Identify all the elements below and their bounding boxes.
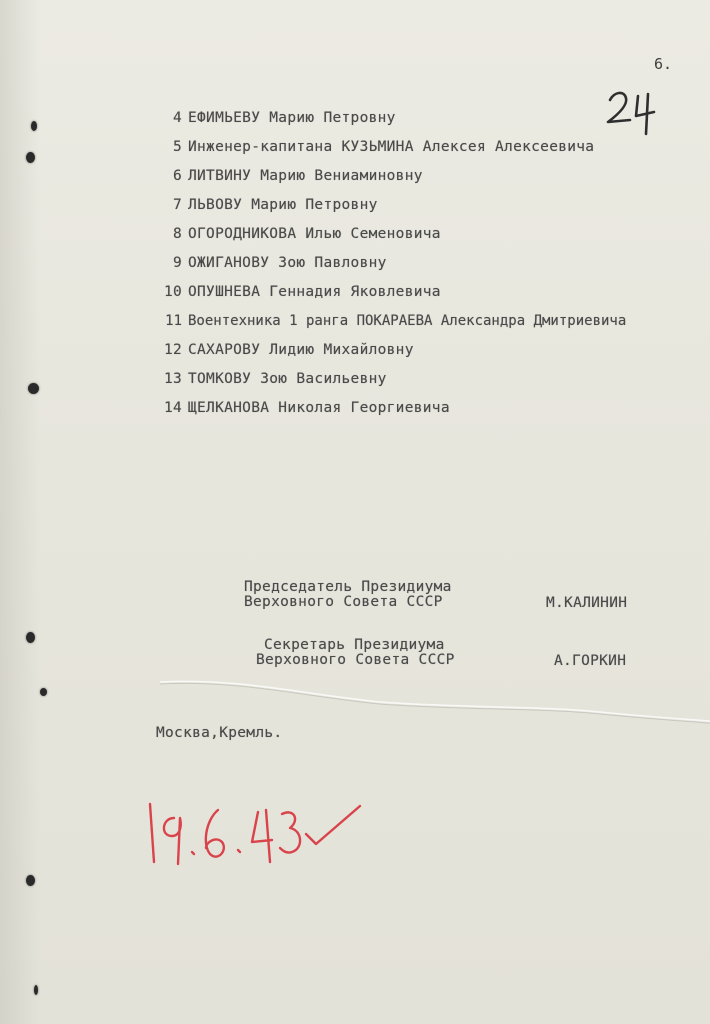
- list-item-number: 8: [172, 226, 182, 242]
- chairman-title-line2: Верховного Совета СССР: [244, 594, 443, 610]
- secretary-title-line2: Верховного Совета СССР: [256, 652, 455, 668]
- list-item-number: 4: [172, 110, 182, 126]
- handwritten-date: [140, 790, 370, 880]
- list-item-text: САХАРОВУ Лидию Михайловну: [188, 342, 414, 358]
- list-item: [156, 226, 441, 242]
- list-item: [156, 168, 423, 184]
- list-item: [156, 342, 414, 358]
- list-item: [156, 255, 387, 271]
- paper-crease: [160, 668, 710, 728]
- list-item-number: 13: [163, 371, 182, 387]
- list-item: [156, 110, 396, 126]
- page-number: 6.: [654, 55, 673, 73]
- chairman-title-line1: Председатель Президиума: [244, 579, 452, 595]
- secretary-title: [256, 638, 455, 668]
- secretary-title-line1: Секретарь Президиума: [264, 637, 445, 653]
- list-item-number: 9: [172, 255, 182, 271]
- list-item-number: 6: [172, 168, 182, 184]
- binding-hole-icon: [40, 688, 47, 696]
- binding-hole-icon: [28, 383, 39, 394]
- list-item: [156, 313, 626, 329]
- list-item-text: ЩЕЛКАНОВА Николая Георгиевича: [188, 400, 450, 416]
- list-item-number: 5: [172, 139, 182, 155]
- list-item-number: 10: [163, 284, 182, 300]
- chairman-name: М.КАЛИНИН: [546, 595, 628, 611]
- secretary-name: А.ГОРКИН: [554, 653, 627, 669]
- binding-hole-icon: [31, 121, 37, 131]
- binding-hole-icon: [26, 875, 35, 886]
- binding-hole-icon: [26, 152, 35, 163]
- list-item-number: 12: [163, 342, 182, 358]
- list-item: [156, 139, 594, 155]
- list-item-text: ЛИТВИНУ Марию Вениаминовну: [188, 168, 423, 184]
- award-list: [156, 110, 706, 430]
- list-item-text: ЕФИМЬЕВУ Марию Петровну: [188, 110, 396, 126]
- list-item-text: ЛЬВОВУ Марию Петровну: [188, 197, 378, 213]
- list-item-number: 7: [172, 197, 182, 213]
- place-of-signing: Москва,Кремль.: [156, 725, 283, 741]
- list-item: [156, 371, 387, 387]
- list-item-number: 11: [165, 313, 182, 329]
- checkmark-icon: [306, 806, 360, 844]
- list-item-number: 14: [163, 400, 182, 416]
- list-item-text: ОПУШНЕВА Геннадия Яковлевича: [188, 284, 441, 300]
- list-item-text: ОГОРОДНИКОВА Илью Семеновича: [188, 226, 441, 242]
- binding-hole-icon: [26, 632, 35, 643]
- binding-hole-icon: [34, 985, 38, 995]
- list-item: [156, 197, 378, 213]
- list-item-text: Инженер-капитана КУЗЬМИНА Алексея Алексеевича: [188, 139, 595, 155]
- list-item: [156, 284, 441, 300]
- list-item-text: Воентехника 1 ранга ПОКАРАЕВА Александра Дмитриевича: [188, 313, 627, 329]
- list-item-text: ОЖИГАНОВУ Зою Павловну: [188, 255, 387, 271]
- list-item-text: ТОМКОВУ Зою Васильевну: [188, 371, 387, 387]
- chairman-title: [244, 580, 452, 610]
- list-item: [156, 400, 450, 416]
